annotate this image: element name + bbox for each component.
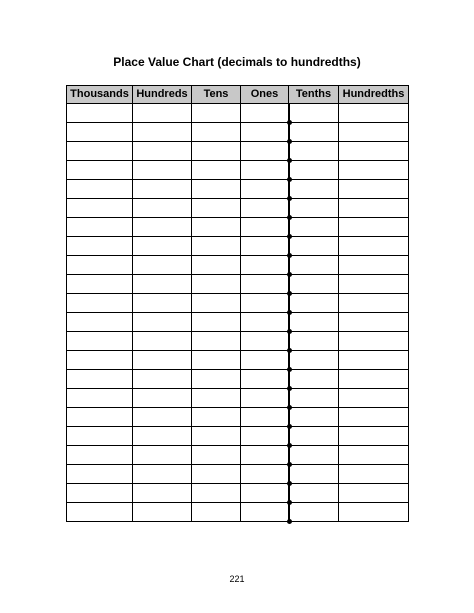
table-cell[interactable] xyxy=(67,104,133,123)
table-cell[interactable] xyxy=(339,294,409,313)
decimal-point-dot xyxy=(287,310,292,315)
table-cell[interactable] xyxy=(339,503,409,522)
table-cell[interactable] xyxy=(241,142,289,161)
table-cell[interactable] xyxy=(67,237,133,256)
table-cell[interactable] xyxy=(67,123,133,142)
table-cell[interactable] xyxy=(339,351,409,370)
table-cell[interactable] xyxy=(133,104,192,123)
table-cell[interactable] xyxy=(192,408,241,427)
decimal-point-dot xyxy=(287,462,292,467)
table-cell[interactable] xyxy=(133,408,192,427)
table-row xyxy=(67,256,409,275)
table-cell[interactable] xyxy=(241,351,289,370)
table-cell[interactable] xyxy=(133,218,192,237)
table-row xyxy=(67,313,409,332)
table-cell[interactable] xyxy=(289,218,339,237)
table-row xyxy=(67,446,409,465)
table-row xyxy=(67,123,409,142)
table-cell[interactable] xyxy=(289,180,339,199)
table-cell[interactable] xyxy=(289,408,339,427)
table-row xyxy=(67,161,409,180)
decimal-point-dot xyxy=(287,500,292,505)
column-header-thousands: Thousands xyxy=(67,86,133,104)
table-cell[interactable] xyxy=(133,142,192,161)
table-cell[interactable] xyxy=(339,389,409,408)
table-cell[interactable] xyxy=(192,256,241,275)
table-cell[interactable] xyxy=(289,389,339,408)
table-cell[interactable] xyxy=(241,484,289,503)
table-cell[interactable] xyxy=(133,446,192,465)
table-cell[interactable] xyxy=(339,408,409,427)
decimal-point-dot xyxy=(287,158,292,163)
table-cell[interactable] xyxy=(241,275,289,294)
table-cell[interactable] xyxy=(289,446,339,465)
table-row xyxy=(67,142,409,161)
decimal-point-dot xyxy=(287,348,292,353)
table-cell[interactable] xyxy=(289,142,339,161)
table-cell[interactable] xyxy=(67,218,133,237)
table-cell[interactable] xyxy=(192,275,241,294)
table-cell[interactable] xyxy=(339,218,409,237)
table-cell[interactable] xyxy=(133,351,192,370)
table-row xyxy=(67,275,409,294)
table-cell[interactable] xyxy=(192,446,241,465)
table-cell[interactable] xyxy=(192,465,241,484)
table-cell[interactable] xyxy=(67,332,133,351)
table-cell[interactable] xyxy=(241,408,289,427)
table-cell[interactable] xyxy=(133,256,192,275)
table-cell[interactable] xyxy=(339,142,409,161)
decimal-point-dot xyxy=(287,272,292,277)
table-cell[interactable] xyxy=(241,218,289,237)
table-cell[interactable] xyxy=(289,199,339,218)
table-cell[interactable] xyxy=(289,332,339,351)
table-cell[interactable] xyxy=(192,123,241,142)
table-cell[interactable] xyxy=(289,123,339,142)
table-cell[interactable] xyxy=(339,370,409,389)
table-cell[interactable] xyxy=(241,161,289,180)
table-cell[interactable] xyxy=(339,104,409,123)
table-cell[interactable] xyxy=(289,484,339,503)
table-row xyxy=(67,237,409,256)
table-cell[interactable] xyxy=(289,161,339,180)
table-cell[interactable] xyxy=(133,370,192,389)
table-row xyxy=(67,389,409,408)
table-cell[interactable] xyxy=(241,370,289,389)
decimal-point-dot xyxy=(287,329,292,334)
table-row xyxy=(67,408,409,427)
table-row xyxy=(67,199,409,218)
table-cell[interactable] xyxy=(67,180,133,199)
table-cell[interactable] xyxy=(339,446,409,465)
table-row xyxy=(67,332,409,351)
table-cell[interactable] xyxy=(133,484,192,503)
table-cell[interactable] xyxy=(67,275,133,294)
table-cell[interactable] xyxy=(192,237,241,256)
table-cell[interactable] xyxy=(192,313,241,332)
table-cell[interactable] xyxy=(339,123,409,142)
table-cell[interactable] xyxy=(67,313,133,332)
table-body xyxy=(67,104,409,522)
decimal-point-dot xyxy=(287,253,292,258)
table-cell[interactable] xyxy=(67,161,133,180)
table-cell[interactable] xyxy=(192,351,241,370)
table-cell[interactable] xyxy=(241,199,289,218)
table-cell[interactable] xyxy=(339,180,409,199)
decimal-point-dot xyxy=(287,139,292,144)
table-cell[interactable] xyxy=(67,465,133,484)
table-cell[interactable] xyxy=(192,484,241,503)
table-cell[interactable] xyxy=(133,465,192,484)
column-header-tens: Tens xyxy=(192,86,241,104)
decimal-point-dot xyxy=(287,386,292,391)
table-cell[interactable] xyxy=(339,484,409,503)
page-title: Place Value Chart (decimals to hundredths) xyxy=(113,55,361,69)
table-cell[interactable] xyxy=(133,161,192,180)
table-cell[interactable] xyxy=(133,123,192,142)
table-cell[interactable] xyxy=(289,256,339,275)
decimal-point-dot xyxy=(287,424,292,429)
decimal-point-dot xyxy=(287,196,292,201)
decimal-point-dot xyxy=(287,405,292,410)
table-cell[interactable] xyxy=(289,465,339,484)
table-row xyxy=(67,294,409,313)
table-row xyxy=(67,370,409,389)
table-cell[interactable] xyxy=(289,370,339,389)
table-cell[interactable] xyxy=(67,484,133,503)
table-cell[interactable] xyxy=(289,427,339,446)
table-cell[interactable] xyxy=(67,351,133,370)
table-cell[interactable] xyxy=(133,427,192,446)
table-cell[interactable] xyxy=(67,142,133,161)
table-cell[interactable] xyxy=(192,161,241,180)
table-cell[interactable] xyxy=(192,294,241,313)
table-cell[interactable] xyxy=(289,294,339,313)
table-cell[interactable] xyxy=(241,389,289,408)
table-cell[interactable] xyxy=(241,503,289,522)
table-cell[interactable] xyxy=(67,370,133,389)
table-cell[interactable] xyxy=(67,446,133,465)
table-row xyxy=(67,104,409,123)
table-cell[interactable] xyxy=(192,503,241,522)
table-cell[interactable] xyxy=(289,104,339,123)
table-cell[interactable] xyxy=(241,104,289,123)
table-cell[interactable] xyxy=(192,332,241,351)
table-cell[interactable] xyxy=(192,104,241,123)
table-cell[interactable] xyxy=(67,294,133,313)
table-cell[interactable] xyxy=(339,313,409,332)
table-cell[interactable] xyxy=(133,275,192,294)
table-cell[interactable] xyxy=(133,294,192,313)
table-cell[interactable] xyxy=(67,427,133,446)
table-cell[interactable] xyxy=(241,465,289,484)
table-cell[interactable] xyxy=(289,503,339,522)
table-row xyxy=(67,465,409,484)
decimal-point-dot xyxy=(287,120,292,125)
table-cell[interactable] xyxy=(133,237,192,256)
table-cell[interactable] xyxy=(133,503,192,522)
column-header-tenths: Tenths xyxy=(289,86,339,104)
table-cell[interactable] xyxy=(339,332,409,351)
table-cell[interactable] xyxy=(192,218,241,237)
table-cell[interactable] xyxy=(133,180,192,199)
place-value-table xyxy=(66,85,409,522)
table-cell[interactable] xyxy=(241,427,289,446)
column-header-ones: Ones xyxy=(241,86,289,104)
table-cell[interactable] xyxy=(241,446,289,465)
table-cell[interactable] xyxy=(133,199,192,218)
table-cell[interactable] xyxy=(339,237,409,256)
table-cell[interactable] xyxy=(67,503,133,522)
table-cell[interactable] xyxy=(192,180,241,199)
header-row xyxy=(67,86,409,104)
table-cell[interactable] xyxy=(289,351,339,370)
table-cell[interactable] xyxy=(241,313,289,332)
table-cell[interactable] xyxy=(339,465,409,484)
table-row xyxy=(67,484,409,503)
decimal-point-dot xyxy=(287,177,292,182)
table-cell[interactable] xyxy=(67,256,133,275)
table-cell[interactable] xyxy=(241,294,289,313)
decimal-point-dot xyxy=(287,215,292,220)
table-cell[interactable] xyxy=(192,199,241,218)
table-cell[interactable] xyxy=(67,389,133,408)
table-cell[interactable] xyxy=(241,180,289,199)
table-cell[interactable] xyxy=(241,332,289,351)
table-cell[interactable] xyxy=(339,161,409,180)
table-cell[interactable] xyxy=(339,199,409,218)
table-cell[interactable] xyxy=(133,332,192,351)
decimal-point-dot xyxy=(287,367,292,372)
column-header-hundredths: Hundredths xyxy=(339,86,409,104)
table-cell[interactable] xyxy=(289,313,339,332)
decimal-point-dot xyxy=(287,443,292,448)
table-cell[interactable] xyxy=(67,408,133,427)
table-cell[interactable] xyxy=(289,237,339,256)
column-header-hundreds: Hundreds xyxy=(133,86,192,104)
decimal-point-dot xyxy=(287,481,292,486)
table-cell[interactable] xyxy=(192,370,241,389)
table-cell[interactable] xyxy=(192,389,241,408)
table-cell[interactable] xyxy=(289,275,339,294)
table-row xyxy=(67,427,409,446)
table-cell[interactable] xyxy=(339,427,409,446)
table-cell[interactable] xyxy=(241,237,289,256)
table-cell[interactable] xyxy=(339,256,409,275)
table-cell[interactable] xyxy=(192,142,241,161)
table-cell[interactable] xyxy=(133,389,192,408)
decimal-point-dot xyxy=(287,234,292,239)
table-cell[interactable] xyxy=(241,123,289,142)
table-row xyxy=(67,218,409,237)
table-cell[interactable] xyxy=(67,199,133,218)
table-cell[interactable] xyxy=(192,427,241,446)
table-row xyxy=(67,503,409,522)
table-cell[interactable] xyxy=(339,275,409,294)
decimal-point-dot xyxy=(287,519,292,524)
decimal-point-dot xyxy=(287,291,292,296)
table-row xyxy=(67,180,409,199)
table-cell[interactable] xyxy=(133,313,192,332)
table-row xyxy=(67,351,409,370)
table-cell[interactable] xyxy=(241,256,289,275)
page-number: 221 xyxy=(229,574,245,584)
